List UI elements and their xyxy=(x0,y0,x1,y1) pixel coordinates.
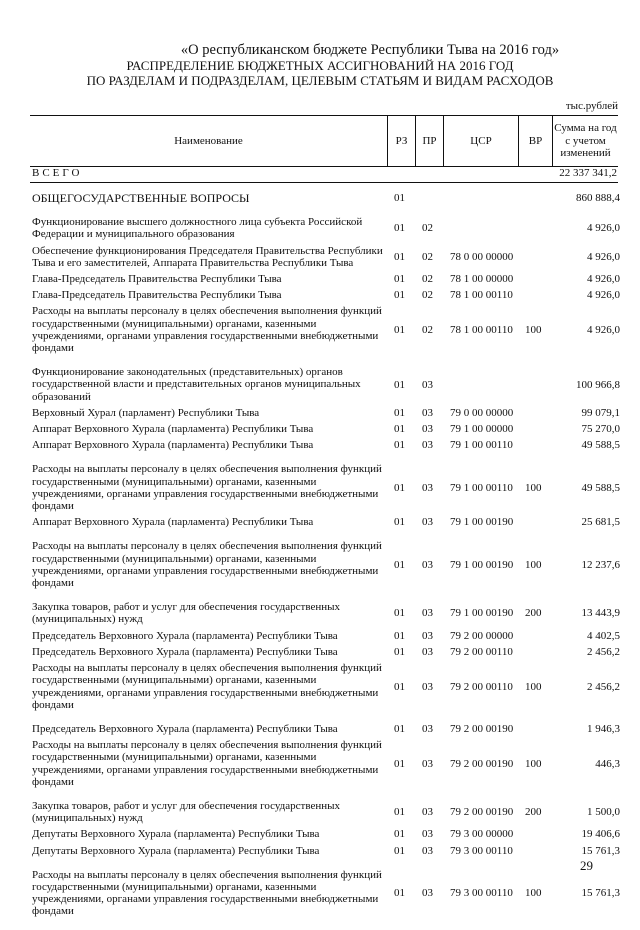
row-name: Председатель Верховного Хурала (парламента) Республики Тыва xyxy=(32,629,338,642)
row-rz: 01 xyxy=(394,757,405,770)
row-sum: 4 926,0 xyxy=(587,289,620,302)
table-row xyxy=(32,516,620,528)
row-vr: 100 xyxy=(525,680,542,693)
col-name-header: Наименование xyxy=(174,134,243,147)
row-name: Расходы на выплаты персоналу в целях обеспечения выполнения функций государственными (муниципальными) органами, казенными учреждениями, органами управления государственными внебюджетными фондами xyxy=(32,305,382,355)
budget-table-body xyxy=(32,192,620,930)
total-label: ВСЕГО xyxy=(32,167,83,179)
row-name: Закупка товаров, работ и услуг для обеспечения государственных (муниципальных) нужд xyxy=(32,799,341,825)
row-rz: 01 xyxy=(394,273,405,286)
row-pr: 02 xyxy=(422,273,433,286)
row-rz: 01 xyxy=(394,192,405,205)
table-row xyxy=(32,630,620,642)
row-pr: 03 xyxy=(422,629,433,642)
row-sum: 25 681,5 xyxy=(581,516,620,529)
row-pr: 03 xyxy=(422,607,433,620)
row-csr: 79 1 00 00190 xyxy=(450,558,514,571)
table-row xyxy=(32,305,620,354)
row-sum: 4 926,0 xyxy=(587,323,620,336)
row-csr: 79 2 00 00110 xyxy=(450,680,513,693)
row-pr: 03 xyxy=(422,844,433,857)
row-csr: 79 1 00 00190 xyxy=(450,516,514,529)
row-sum: 4 402,5 xyxy=(587,629,620,642)
row-rz: 01 xyxy=(394,558,405,571)
table-row xyxy=(32,245,620,269)
row-pr: 03 xyxy=(422,378,433,391)
table-row xyxy=(32,192,620,204)
row-csr: 78 0 00 00000 xyxy=(450,250,514,263)
row-pr: 03 xyxy=(422,828,433,841)
row-rz: 01 xyxy=(394,423,405,436)
table-row xyxy=(32,407,620,419)
row-csr: 78 1 00 00000 xyxy=(450,273,514,286)
row-pr: 03 xyxy=(422,887,433,900)
row-name: Глава-Председатель Правительства Республики Тыва xyxy=(32,289,282,302)
row-name: ОБЩЕГОСУДАРСТВЕННЫЕ ВОПРОСЫ xyxy=(32,191,250,205)
row-name: Глава-Председатель Правительства Республики Тыва xyxy=(32,273,282,286)
row-rz: 01 xyxy=(394,378,405,391)
row-pr: 03 xyxy=(422,757,433,770)
table-row xyxy=(32,366,620,403)
table-row xyxy=(32,273,620,285)
row-sum: 446,3 xyxy=(595,757,620,770)
row-vr: 100 xyxy=(525,757,542,770)
row-pr: 03 xyxy=(422,516,433,529)
col-rz-header: РЗ xyxy=(387,116,415,166)
col-pr-header: ПР xyxy=(415,116,443,166)
table-row xyxy=(32,845,620,857)
row-pr: 02 xyxy=(422,323,433,336)
table-row xyxy=(32,540,620,589)
row-sum: 4 926,0 xyxy=(587,222,620,235)
row-sum: 15 761,3 xyxy=(581,844,620,857)
row-pr: 03 xyxy=(422,645,433,658)
row-rz: 01 xyxy=(394,516,405,529)
row-rz: 01 xyxy=(394,481,405,494)
row-rz: 01 xyxy=(394,406,405,419)
row-rz: 01 xyxy=(394,806,405,819)
row-rz: 01 xyxy=(394,645,405,658)
page-number: 29 xyxy=(580,858,593,873)
row-csr: 79 1 00 00190 xyxy=(450,607,514,620)
row-sum: 12 237,6 xyxy=(581,558,620,571)
row-sum: 99 079,1 xyxy=(581,406,620,419)
row-rz: 01 xyxy=(394,828,405,841)
row-rz: 01 xyxy=(394,629,405,642)
row-sum: 860 888,4 xyxy=(576,192,620,205)
table-row xyxy=(32,439,620,451)
total-row xyxy=(32,167,617,181)
row-name: Расходы на выплаты персоналу в целях обеспечения выполнения функций государственными (муниципальными) органами, казенными учреждениями, органами управления государственными внебюджетными фондами xyxy=(32,662,382,711)
row-csr: 79 1 00 00110 xyxy=(450,439,513,452)
row-pr: 03 xyxy=(422,481,433,494)
table-row xyxy=(32,828,620,840)
row-sum: 4 926,0 xyxy=(587,250,620,263)
row-rz: 01 xyxy=(394,887,405,900)
table-row xyxy=(32,289,620,301)
document-subtitle: «О республиканском бюджете Республики Тыва на 2016 год» xyxy=(180,42,560,58)
row-name: Расходы на выплаты персоналу в целях обеспечения выполнения функций государственными (муниципальными) органами, казенными учреждениями, органами управления государственными внебюджетными фондами xyxy=(32,739,382,788)
row-name: Расходы на выплаты персоналу в целях обеспечения выполнения функций государственными (муниципальными) органами, казенными учреждениями, органами управления государственными внебюджетными фондами xyxy=(32,540,382,590)
row-name: Депутаты Верховного Хурала (парламента) Республики Тыва xyxy=(32,844,320,857)
row-name: Аппарат Верховного Хурала (парламента) Республики Тыва xyxy=(32,439,314,452)
row-name: Обеспечение функционирования Председателя Правительства Республики Тыва и его заместителей, Аппарата Правительства Республики Тыва xyxy=(32,244,383,269)
row-name: Закупка товаров, работ и услуг для обеспечения государственных (муниципальных) нужд xyxy=(32,601,341,626)
row-sum: 75 270,0 xyxy=(581,423,620,436)
row-rz: 01 xyxy=(394,439,405,452)
row-sum: 19 406,6 xyxy=(581,828,620,841)
row-csr: 78 1 00 00110 xyxy=(450,289,513,302)
row-name: Функционирование высшего должностного лица субъекта Российской Федерации и муниципального образования xyxy=(32,216,363,241)
table-row xyxy=(32,601,620,625)
row-rz: 01 xyxy=(394,323,405,336)
row-pr: 02 xyxy=(422,289,433,302)
row-sum: 2 456,2 xyxy=(587,680,620,693)
row-csr: 79 3 00 00110 xyxy=(450,844,513,857)
row-csr: 78 1 00 00110 xyxy=(450,323,513,336)
row-name: Верховный Хурал (парламент) Республики Тыва xyxy=(32,406,260,419)
row-sum: 49 588,5 xyxy=(581,481,620,494)
row-pr: 03 xyxy=(422,423,433,436)
row-name: Аппарат Верховного Хурала (парламента) Республики Тыва xyxy=(32,516,314,529)
row-pr: 03 xyxy=(422,680,433,693)
row-csr: 79 2 00 00190 xyxy=(450,806,514,819)
row-name: Депутаты Верховного Хурала (парламента) Республики Тыва xyxy=(32,828,320,841)
row-sum: 13 443,9 xyxy=(581,607,620,620)
row-sum: 1 500,0 xyxy=(587,806,620,819)
row-vr: 100 xyxy=(525,481,542,494)
row-rz: 01 xyxy=(394,680,405,693)
row-csr: 79 1 00 00110 xyxy=(450,481,513,494)
col-vr-header: ВР xyxy=(518,116,552,166)
row-sum: 49 588,5 xyxy=(581,439,620,452)
row-rz: 01 xyxy=(394,222,405,235)
row-rz: 01 xyxy=(394,723,405,735)
row-sum: 4 926,0 xyxy=(587,273,620,286)
row-pr: 03 xyxy=(422,406,433,419)
row-pr: 02 xyxy=(422,250,433,263)
row-name: Функционирование законодательных (представительных) органов государственной власти и представительных органов муниципальных образований xyxy=(32,366,361,403)
row-pr: 03 xyxy=(422,806,433,819)
row-name: Расходы на выплаты персоналу в целях обеспечения выполнения функций государственными (муниципальными) органами, казенными учреждениями, органами управления государственными внебюджетными фондами xyxy=(32,868,382,918)
document-title-line-2: ПО РАЗДЕЛАМ И ПОДРАЗДЕЛАМ, ЦЕЛЕВЫМ СТАТЬЯМ И ВИДАМ РАСХОДОВ xyxy=(86,73,554,88)
document-title-line-1: РАСПРЕДЕЛЕНИЕ БЮДЖЕТНЫХ АССИГНОВАНИЙ НА 2016 ГОД xyxy=(126,58,514,73)
row-csr: 79 0 00 00000 xyxy=(450,406,514,419)
row-pr: 03 xyxy=(422,439,433,452)
table-row xyxy=(32,869,620,918)
row-csr: 79 2 00 00000 xyxy=(450,629,514,642)
table-header xyxy=(30,115,618,167)
row-name: Расходы на выплаты персоналу в целях обеспечения выполнения функций государственными (муниципальными) органами, казенными учреждениями, органами управления государственными внебюджетными фондами xyxy=(32,463,382,513)
row-csr: 79 1 00 00000 xyxy=(450,423,514,436)
row-csr: 79 2 00 00110 xyxy=(450,645,513,658)
units-label: тыс.рублей xyxy=(565,100,618,112)
table-row xyxy=(32,423,620,435)
table-row xyxy=(32,800,620,824)
row-pr: 03 xyxy=(422,558,433,571)
table-row xyxy=(32,723,620,735)
row-rz: 01 xyxy=(394,844,405,857)
row-sum: 100 966,8 xyxy=(576,378,620,391)
table-row xyxy=(32,216,620,240)
table-row xyxy=(32,739,620,788)
col-sum-header: Сумма на год с учетом изменений xyxy=(552,116,618,166)
row-vr: 200 xyxy=(525,806,542,819)
table-row xyxy=(32,646,620,658)
row-csr: 79 2 00 00190 xyxy=(450,723,514,735)
table-row xyxy=(32,662,620,711)
row-vr: 100 xyxy=(525,558,542,571)
row-sum: 1 946,3 xyxy=(587,723,620,735)
table-row xyxy=(32,463,620,512)
row-vr: 100 xyxy=(525,887,542,900)
row-vr: 200 xyxy=(525,607,542,620)
row-pr: 03 xyxy=(422,723,433,735)
row-csr: 79 2 00 00190 xyxy=(450,757,514,770)
row-csr: 79 3 00 00110 xyxy=(450,887,513,900)
row-name: Председатель Верховного Хурала (парламента) Республики Тыва xyxy=(32,645,338,658)
row-pr: 02 xyxy=(422,222,433,235)
row-name: Аппарат Верховного Хурала (парламента) Республики Тыва xyxy=(32,423,314,436)
row-csr: 79 3 00 00000 xyxy=(450,828,514,841)
row-rz: 01 xyxy=(394,250,405,263)
row-sum: 15 761,3 xyxy=(581,887,620,900)
row-vr: 100 xyxy=(525,323,542,336)
row-sum: 2 456,2 xyxy=(587,645,620,658)
row-rz: 01 xyxy=(394,289,405,302)
row-name: Председатель Верховного Хурала (парламента) Республики Тыва xyxy=(32,722,338,735)
divider xyxy=(30,182,618,183)
row-rz: 01 xyxy=(394,607,405,620)
col-csr-header: ЦСР xyxy=(443,116,518,166)
total-value: 22 337 341,2 xyxy=(559,167,617,179)
